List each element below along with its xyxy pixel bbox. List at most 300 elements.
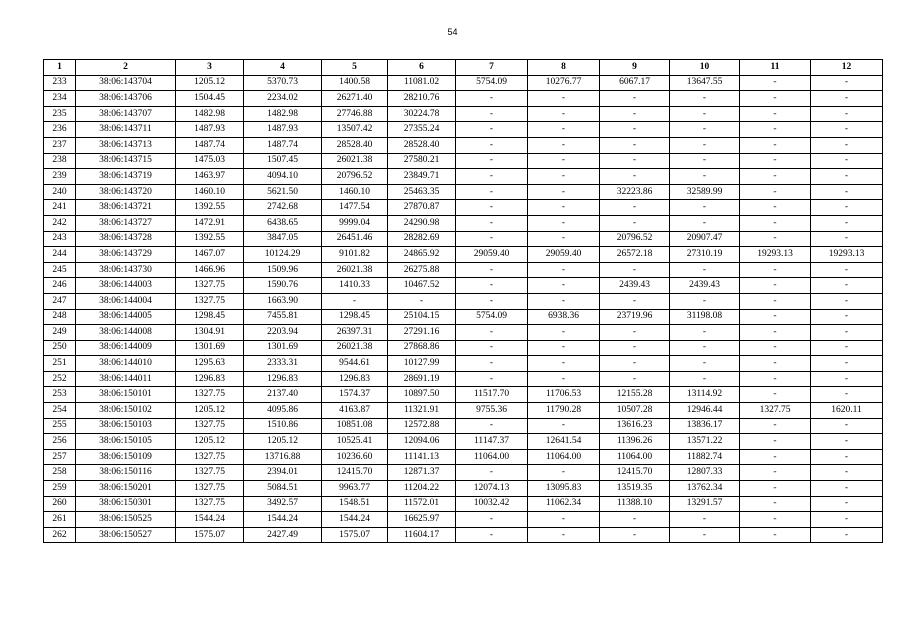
table-cell: 9544.61 <box>322 356 388 372</box>
table-cell: - <box>528 184 600 200</box>
table-cell: - <box>811 278 883 294</box>
table-cell: 38:06:143720 <box>76 184 176 200</box>
table-cell: - <box>600 325 670 341</box>
table-cell: 1466.96 <box>176 262 244 278</box>
table-cell: 2137.40 <box>244 387 322 403</box>
table-row <box>44 418 883 434</box>
table-cell: - <box>811 215 883 231</box>
table-cell: - <box>740 169 811 185</box>
table-cell: - <box>600 527 670 543</box>
table-cell: - <box>528 231 600 247</box>
table-cell: 246 <box>44 278 76 294</box>
table-cell: 2427.49 <box>244 527 322 543</box>
table-cell: 29059.40 <box>456 247 528 263</box>
table-cell: 1620.11 <box>811 403 883 419</box>
table-cell: 11882.74 <box>670 449 740 465</box>
table-cell: 1400.58 <box>322 75 388 91</box>
table-cell: - <box>811 371 883 387</box>
table-cell: 38:06:144011 <box>76 371 176 387</box>
table-cell: 38:06:143728 <box>76 231 176 247</box>
column-header: 9 <box>600 60 670 76</box>
table-row <box>44 137 883 153</box>
table-cell: 26021.38 <box>322 262 388 278</box>
table-cell: - <box>670 169 740 185</box>
table-cell: - <box>528 278 600 294</box>
table-row <box>44 122 883 138</box>
table-cell: 1205.12 <box>244 434 322 450</box>
table-cell: - <box>811 262 883 278</box>
table-cell: 13647.55 <box>670 75 740 91</box>
table-cell: 38:06:150102 <box>76 403 176 419</box>
table-cell: - <box>528 527 600 543</box>
table-cell: - <box>600 200 670 216</box>
table-cell: - <box>740 91 811 107</box>
column-header: 7 <box>456 60 528 76</box>
table-cell: - <box>811 356 883 372</box>
table-cell: 6067.17 <box>600 75 670 91</box>
table-cell: 38:06:144004 <box>76 293 176 309</box>
table-cell: 38:06:143729 <box>76 247 176 263</box>
table-cell: - <box>670 153 740 169</box>
table-cell: 26451.46 <box>322 231 388 247</box>
table-cell: 245 <box>44 262 76 278</box>
table-cell: - <box>811 91 883 107</box>
table-cell: - <box>670 215 740 231</box>
table-cell: - <box>600 106 670 122</box>
table-cell: 238 <box>44 153 76 169</box>
table-cell: - <box>600 512 670 528</box>
table-cell: - <box>456 122 528 138</box>
table-cell: - <box>322 293 388 309</box>
table-cell: - <box>740 434 811 450</box>
table-cell: - <box>811 137 883 153</box>
table-cell: - <box>740 184 811 200</box>
table-cell: 12641.54 <box>528 434 600 450</box>
table-cell: - <box>456 465 528 481</box>
table-cell: 38:06:143706 <box>76 91 176 107</box>
table-cell: 4094.10 <box>244 169 322 185</box>
table-cell: 248 <box>44 309 76 325</box>
table-cell: 6938.36 <box>528 309 600 325</box>
table-row <box>44 434 883 450</box>
table-row <box>44 356 883 372</box>
column-header: 11 <box>740 60 811 76</box>
table-cell: - <box>670 137 740 153</box>
table-cell: 10127.99 <box>388 356 456 372</box>
table-cell: 27355.24 <box>388 122 456 138</box>
table-cell: 11388.10 <box>600 496 670 512</box>
table-cell: - <box>740 278 811 294</box>
table-cell: 254 <box>44 403 76 419</box>
table-row <box>44 309 883 325</box>
table-cell: - <box>528 215 600 231</box>
table-cell: 38:06:144003 <box>76 278 176 294</box>
table-cell: 249 <box>44 325 76 341</box>
table-row <box>44 403 883 419</box>
table-cell: 13291.57 <box>670 496 740 512</box>
table-cell: 237 <box>44 137 76 153</box>
table-cell: 1327.75 <box>176 278 244 294</box>
table-cell: 38:06:150105 <box>76 434 176 450</box>
table-cell: 11064.00 <box>528 449 600 465</box>
table-cell: 38:06:144010 <box>76 356 176 372</box>
table-cell: - <box>670 122 740 138</box>
table-cell: 1507.45 <box>244 153 322 169</box>
table-cell: - <box>528 465 600 481</box>
table-cell: - <box>456 278 528 294</box>
table-cell: - <box>811 527 883 543</box>
table-cell: 16625.97 <box>388 512 456 528</box>
table-cell: - <box>740 262 811 278</box>
table-cell: - <box>456 356 528 372</box>
table-cell: 9963.77 <box>322 481 388 497</box>
table-cell: - <box>811 75 883 91</box>
table-cell: 11064.00 <box>456 449 528 465</box>
table-cell: 26021.38 <box>322 153 388 169</box>
table-cell: - <box>528 122 600 138</box>
table-cell: 26572.18 <box>600 247 670 263</box>
table-cell: 1296.83 <box>176 371 244 387</box>
table-cell: 1590.76 <box>244 278 322 294</box>
table-cell: - <box>740 231 811 247</box>
table-cell: - <box>670 262 740 278</box>
table-cell: - <box>456 293 528 309</box>
table-cell: - <box>811 512 883 528</box>
table-row <box>44 153 883 169</box>
table-cell: 3847.05 <box>244 231 322 247</box>
table-cell: 1298.45 <box>322 309 388 325</box>
table-cell: 1296.83 <box>244 371 322 387</box>
table-cell: 9999.04 <box>322 215 388 231</box>
table-cell: - <box>740 215 811 231</box>
table-cell: 11062.34 <box>528 496 600 512</box>
table-cell: 258 <box>44 465 76 481</box>
column-header: 4 <box>244 60 322 76</box>
table-cell: - <box>740 496 811 512</box>
table-cell: - <box>740 371 811 387</box>
table-cell: - <box>811 293 883 309</box>
table-cell: - <box>528 340 600 356</box>
table-cell: 2203.94 <box>244 325 322 341</box>
table-cell: 13507.42 <box>322 122 388 138</box>
table-row <box>44 247 883 263</box>
table-row <box>44 340 883 356</box>
table-cell: - <box>670 91 740 107</box>
table-cell: 19293.13 <box>740 247 811 263</box>
table-cell: 4163.87 <box>322 403 388 419</box>
table-cell: - <box>740 356 811 372</box>
table-cell: - <box>811 169 883 185</box>
table-cell: 1327.75 <box>740 403 811 419</box>
table-cell: - <box>600 137 670 153</box>
table-row <box>44 106 883 122</box>
table-cell: - <box>740 309 811 325</box>
table-cell: 27868.86 <box>388 340 456 356</box>
table-cell: 13519.35 <box>600 481 670 497</box>
table-cell: 11604.17 <box>388 527 456 543</box>
table-cell: 1392.55 <box>176 231 244 247</box>
table-body <box>44 75 883 543</box>
table-cell: 38:06:150525 <box>76 512 176 528</box>
table-cell: - <box>740 387 811 403</box>
table-cell: 27291.16 <box>388 325 456 341</box>
table-row <box>44 278 883 294</box>
table-cell: - <box>740 449 811 465</box>
table-cell: 12155.28 <box>600 387 670 403</box>
table-cell: - <box>456 184 528 200</box>
table-cell: 1482.98 <box>244 106 322 122</box>
column-header: 12 <box>811 60 883 76</box>
table-cell: - <box>740 465 811 481</box>
table-cell: - <box>388 293 456 309</box>
table-cell: 26275.88 <box>388 262 456 278</box>
table-cell: - <box>456 418 528 434</box>
table-cell: 233 <box>44 75 76 91</box>
table-cell: 1475.03 <box>176 153 244 169</box>
table-row <box>44 169 883 185</box>
column-header: 2 <box>76 60 176 76</box>
table-cell: 1663.90 <box>244 293 322 309</box>
table-cell: 1487.93 <box>244 122 322 138</box>
table-cell: 10276.77 <box>528 75 600 91</box>
table-cell: 1460.10 <box>322 184 388 200</box>
table-cell: 255 <box>44 418 76 434</box>
table-cell: 11147.37 <box>456 434 528 450</box>
table-cell: 1205.12 <box>176 403 244 419</box>
table-row <box>44 325 883 341</box>
table-cell: 244 <box>44 247 76 263</box>
table-cell: - <box>456 169 528 185</box>
table-cell: 236 <box>44 122 76 138</box>
table-cell: - <box>670 325 740 341</box>
table-cell: 24290.98 <box>388 215 456 231</box>
table-cell: 2439.43 <box>670 278 740 294</box>
table-cell: 1575.07 <box>322 527 388 543</box>
table-cell: 1296.83 <box>322 371 388 387</box>
table-cell: 2742.68 <box>244 200 322 216</box>
table-cell: - <box>528 512 600 528</box>
table-cell: 235 <box>44 106 76 122</box>
table-row <box>44 215 883 231</box>
table-cell: 3492.57 <box>244 496 322 512</box>
table-cell: - <box>528 200 600 216</box>
table-cell: 1509.96 <box>244 262 322 278</box>
table-cell: - <box>670 356 740 372</box>
table-cell: 11081.02 <box>388 75 456 91</box>
table-cell: 1327.75 <box>176 293 244 309</box>
table-row <box>44 512 883 528</box>
table-cell: - <box>811 481 883 497</box>
table-cell: 247 <box>44 293 76 309</box>
table-cell: 262 <box>44 527 76 543</box>
table-cell: - <box>740 137 811 153</box>
table-cell: - <box>811 325 883 341</box>
table-cell: 23849.71 <box>388 169 456 185</box>
table-row <box>44 387 883 403</box>
column-header: 6 <box>388 60 456 76</box>
table-cell: - <box>528 371 600 387</box>
table-cell: 11321.91 <box>388 403 456 419</box>
table-cell: 250 <box>44 340 76 356</box>
table-cell: - <box>740 512 811 528</box>
table-cell: - <box>456 106 528 122</box>
table-cell: 1544.24 <box>176 512 244 528</box>
table-cell: 38:06:143715 <box>76 153 176 169</box>
table-cell: - <box>528 169 600 185</box>
table-row <box>44 496 883 512</box>
table-cell: 1304.91 <box>176 325 244 341</box>
table-cell: 38:06:150109 <box>76 449 176 465</box>
table-cell: 10467.52 <box>388 278 456 294</box>
table-cell: - <box>600 371 670 387</box>
table-cell: 11141.13 <box>388 449 456 465</box>
table-cell: 2333.31 <box>244 356 322 372</box>
table-cell: 29059.40 <box>528 247 600 263</box>
table-cell: 11706.53 <box>528 387 600 403</box>
table-cell: 1477.54 <box>322 200 388 216</box>
table-cell: 27746.88 <box>322 106 388 122</box>
table-cell: 7455.81 <box>244 309 322 325</box>
table-cell: 239 <box>44 169 76 185</box>
table-cell: 241 <box>44 200 76 216</box>
table-row <box>44 262 883 278</box>
table-cell: 13114.92 <box>670 387 740 403</box>
table-cell: - <box>811 200 883 216</box>
table-cell: - <box>456 371 528 387</box>
table-cell: 12074.13 <box>456 481 528 497</box>
table-cell: 1205.12 <box>176 434 244 450</box>
table-cell: - <box>811 496 883 512</box>
table-cell: - <box>811 449 883 465</box>
table-cell: 1327.75 <box>176 481 244 497</box>
table-cell: - <box>670 512 740 528</box>
table-cell: - <box>740 106 811 122</box>
table-cell: 12807.33 <box>670 465 740 481</box>
table-cell: 1575.07 <box>176 527 244 543</box>
table-cell: - <box>740 200 811 216</box>
table-cell: 1548.51 <box>322 496 388 512</box>
table-cell: 38:06:143721 <box>76 200 176 216</box>
table-cell: 38:06:150101 <box>76 387 176 403</box>
table-row <box>44 527 883 543</box>
table-cell: 11064.00 <box>600 449 670 465</box>
table-cell: 20907.47 <box>670 231 740 247</box>
table-cell: 1410.33 <box>322 278 388 294</box>
table-cell: - <box>811 434 883 450</box>
table-cell: 1298.45 <box>176 309 244 325</box>
table-cell: 1482.98 <box>176 106 244 122</box>
table-cell: 24865.92 <box>388 247 456 263</box>
table-cell: - <box>456 137 528 153</box>
table-cell: - <box>811 340 883 356</box>
table-cell: 1327.75 <box>176 449 244 465</box>
table-cell: 9755.36 <box>456 403 528 419</box>
table-cell: 10124.29 <box>244 247 322 263</box>
table-cell: - <box>811 309 883 325</box>
table-cell: 6438.65 <box>244 215 322 231</box>
table-row <box>44 184 883 200</box>
table-cell: 27310.19 <box>670 247 740 263</box>
table-cell: 4095.86 <box>244 403 322 419</box>
table-cell: 30224.78 <box>388 106 456 122</box>
table-cell: 1327.75 <box>176 465 244 481</box>
table-cell: 5084.51 <box>244 481 322 497</box>
table-cell: 1487.74 <box>176 137 244 153</box>
page-number: 54 <box>447 27 458 37</box>
table-cell: - <box>600 262 670 278</box>
table-cell: 257 <box>44 449 76 465</box>
table-cell: 28528.40 <box>388 137 456 153</box>
table-cell: 32589.99 <box>670 184 740 200</box>
table-cell: - <box>600 215 670 231</box>
table-cell: 10851.08 <box>322 418 388 434</box>
table-cell: - <box>528 262 600 278</box>
table-cell: - <box>670 340 740 356</box>
table-cell: - <box>528 137 600 153</box>
table-cell: - <box>456 231 528 247</box>
table-cell: 1392.55 <box>176 200 244 216</box>
table-cell: 1327.75 <box>176 418 244 434</box>
table-cell: 2439.43 <box>600 278 670 294</box>
table-cell: - <box>670 106 740 122</box>
table-cell: - <box>600 293 670 309</box>
table-cell: 38:06:143727 <box>76 215 176 231</box>
table-cell: 28528.40 <box>322 137 388 153</box>
table-cell: 1472.91 <box>176 215 244 231</box>
table-cell: - <box>456 91 528 107</box>
table-cell: 12415.70 <box>600 465 670 481</box>
table-cell: 26271.40 <box>322 91 388 107</box>
table-cell: 256 <box>44 434 76 450</box>
table-cell: 261 <box>44 512 76 528</box>
table-cell: 1327.75 <box>176 387 244 403</box>
table-cell: 28210.76 <box>388 91 456 107</box>
table-cell: - <box>811 122 883 138</box>
table-cell: - <box>600 122 670 138</box>
table-cell: 5370.73 <box>244 75 322 91</box>
table-cell: - <box>600 340 670 356</box>
table-cell: - <box>740 75 811 91</box>
table-cell: 253 <box>44 387 76 403</box>
table-cell: 38:06:144005 <box>76 309 176 325</box>
table-cell: - <box>670 371 740 387</box>
table-cell: 12572.88 <box>388 418 456 434</box>
table-cell: 38:06:144008 <box>76 325 176 341</box>
table-cell: - <box>811 465 883 481</box>
table-cell: - <box>740 418 811 434</box>
table-cell: 26021.38 <box>322 340 388 356</box>
table-cell: 38:06:150527 <box>76 527 176 543</box>
column-header: 5 <box>322 60 388 76</box>
table-cell: 1205.12 <box>176 75 244 91</box>
table-cell: - <box>740 527 811 543</box>
table-cell: 12946.44 <box>670 403 740 419</box>
table-cell: - <box>600 91 670 107</box>
table-cell: 11517.70 <box>456 387 528 403</box>
table-row <box>44 200 883 216</box>
table-cell: 11204.22 <box>388 481 456 497</box>
table-cell: 1487.93 <box>176 122 244 138</box>
table-cell: 38:06:150301 <box>76 496 176 512</box>
table-row <box>44 371 883 387</box>
table-cell: 1327.75 <box>176 496 244 512</box>
table-cell: - <box>528 293 600 309</box>
table-cell: - <box>456 262 528 278</box>
table-cell: - <box>528 91 600 107</box>
table-cell: - <box>740 122 811 138</box>
table-cell: - <box>811 387 883 403</box>
column-header: 8 <box>528 60 600 76</box>
